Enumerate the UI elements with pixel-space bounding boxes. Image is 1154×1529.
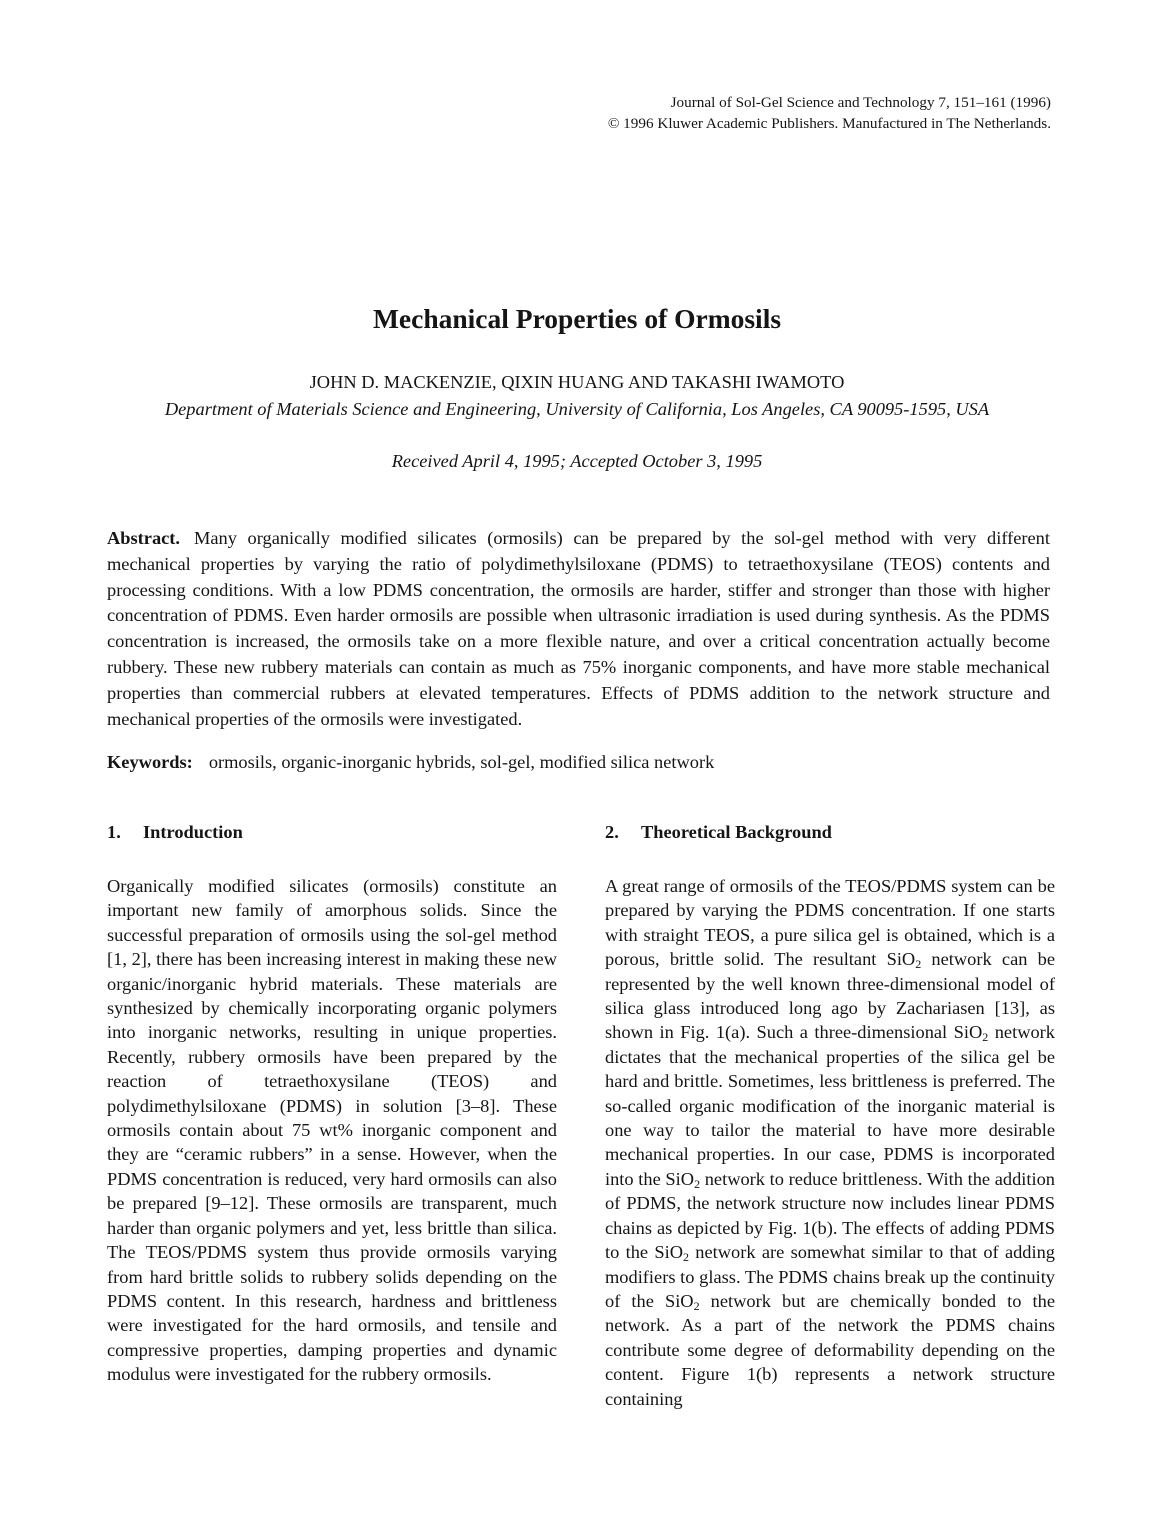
section-2-number: 2. — [605, 822, 619, 842]
abstract — [107, 526, 1050, 732]
section-2-text: network to reduce brittleness. With the addition of PDMS, the network structure now includes linear PDMS chains as depicted by Fig. 1(b). The effects of adding PDMS to the SiO — [605, 1168, 1055, 1263]
column-left — [107, 820, 557, 1387]
journal-line-2: © 1996 Kluwer Academic Publishers. Manufactured in The Netherlands. — [607, 115, 1051, 132]
journal-citation — [608, 92, 1051, 134]
section-2-text: A great range of ormosils of the TEOS/PDMS system can be prepared by varying the PDMS concentration. If one starts with straight TEOS, a pure silica gel is obtained, which is a porous, brittle solid. The resultant SiO — [605, 876, 1055, 970]
subscript: 2 — [693, 1298, 700, 1313]
keywords-label: Keywords: — [107, 752, 193, 772]
section-2-body — [605, 874, 1055, 1411]
subscript: 2 — [694, 1176, 701, 1191]
section-1-number: 1. — [107, 822, 121, 842]
subscript: 2 — [982, 1030, 989, 1045]
column-right — [605, 820, 1055, 1411]
section-2-heading — [605, 820, 1055, 844]
section-2-text: network dictates that the mechanical properties of the silica gel be hard and brittle. Sometimes, less brittleness is preferred. The so-called organic modification of the inorganic material is one way to tailor the material to have more desirable mechanical properties. In our case, PDMS is incorporated into the SiO — [605, 1022, 1055, 1189]
received-dates: Received April 4, 1995; Accepted October 3, 1995 — [391, 451, 763, 471]
paper-authors: JOHN D. MACKENZIE, QIXIN HUANG AND TAKASHI IWAMOTO — [309, 372, 845, 392]
section-1-title: Introduction — [143, 822, 243, 842]
journal-line-1: Journal of Sol-Gel Science and Technology 7, 151–161 (1996) — [670, 94, 1051, 111]
section-2-text: network can be represented by the well known three-dimensional model of silica glass introduced long ago by Zachariasen [13], as shown in Fig. 1(a). Such a three-dimensional SiO — [605, 949, 1055, 1043]
keywords-text: ormosils, organic-inorganic hybrids, sol-gel, modified silica network — [208, 752, 715, 772]
subscript: 2 — [683, 1250, 689, 1265]
author-affiliation: Department of Materials Science and Engineering, University of California, Los Angeles, CA 90095-1595, USA — [164, 399, 990, 419]
section-2-title: Theoretical Background — [641, 822, 832, 842]
abstract-text: Many organically modified silicates (ormosils) can be prepared by the sol-gel method with very different mechanical properties by varying the ratio of polydimethylsiloxane (PDMS) to tetraethoxysilane (TEOS) contents and processing conditions. With a low PDMS concentration, the ormosils are harder, stiffer and stronger than those with higher concentration of PDMS. Even harder ormosils are possible when ultrasonic irradiation is used during synthesis. As the PDMS concentration is increased, the ormosils take on a more flexible nature, and over a critical concentration actually become rubbery. These new rubbery materials can contain as much as 75% inorganic components, and have more stable mechanical properties than commercial rubbers at elevated temperatures. Effects of PDMS addition to the network structure and mechanical properties of the ormosils were investigated. — [107, 528, 1050, 729]
section-1-heading — [107, 820, 557, 844]
section-2-text: network but are chemically bonded to the network. As a part of the network the PDMS chains contribute some degree of deformability depending on the content. Figure 1(b) represents a network structure containing — [605, 1290, 1056, 1409]
section-1-body: Organically modified silicates (ormosils) constitute an important new family of amorphous solids. Since the successful preparation of ormosils using the sol-gel method [1, 2], there has been increasing interest in making these new organic/inorganic hybrid materials. These materials are synthesized by chemically incorporating organic polymers into inorganic networks, resulting in unique properties. Recently, rubbery ormosils have been prepared by the reaction of tetraethoxysilane (TEOS) and polydimethylsiloxane (PDMS) in solution [3–8]. These ormosils contain about 75 wt% inorganic component and they are “ceramic rubbers” in a sense. However, when the PDMS concentration is reduced, very hard ormosils can also be prepared [9–12]. These ormosils are transparent, much harder than organic polymers and yet, less brittle than silica. The TEOS/PDMS system thus provide ormosils varying from hard brittle solids to rubbery solids depending on the PDMS content. In this research, hardness and brittleness were investigated for the hard ormosils, and tensile and compressive properties, damping properties and dynamic modulus were investigated for the rubbery ormosils. — [107, 876, 557, 1385]
keywords — [107, 752, 1050, 773]
paper-title: Mechanical Properties of Ormosils — [372, 303, 782, 334]
section-2-text: network are somewhat similar to that of adding modifiers to glass. The PDMS chains break up the continuity of the SiO — [605, 1242, 1055, 1311]
abstract-label: Abstract. — [107, 528, 181, 548]
subscript: 2 — [915, 957, 922, 972]
